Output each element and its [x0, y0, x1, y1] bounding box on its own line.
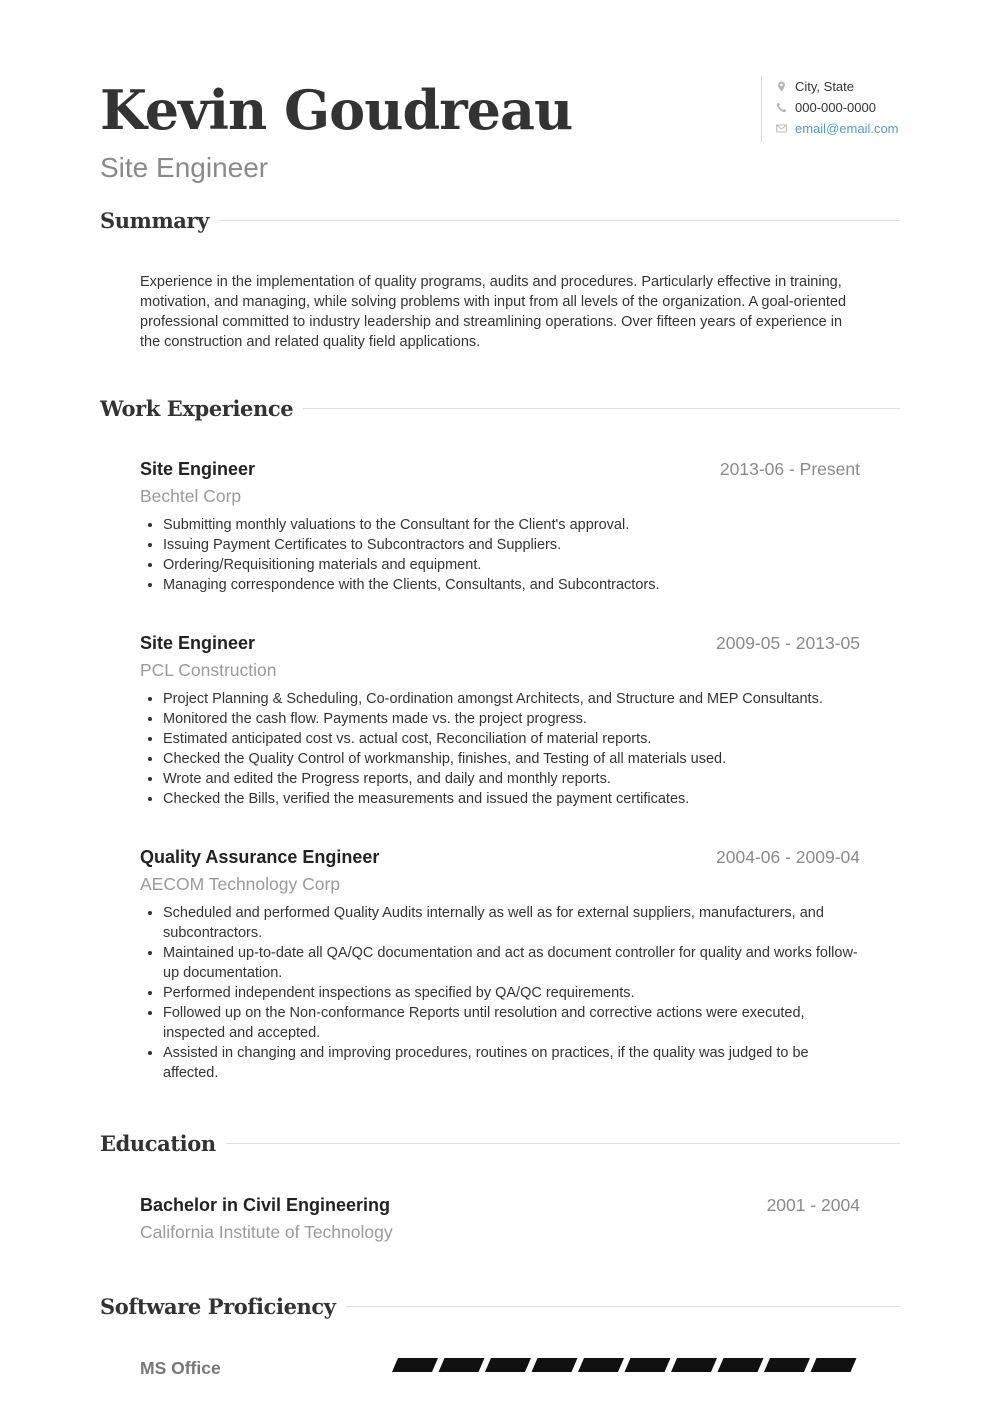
skill-level-bar [392, 1357, 862, 1373]
skill-level-segment [439, 1358, 485, 1372]
education-heading: Education [100, 1131, 216, 1156]
work-dates: 2013-06 - Present [719, 459, 860, 479]
work-entry [140, 633, 860, 809]
summary-heading: Summary [100, 208, 209, 233]
phone-icon [776, 102, 787, 113]
work-bullet: • Submitting monthly valuations to the Consultant for the Client's approval. [163, 515, 860, 535]
contact-block [761, 76, 926, 142]
skill-name: MS Office [140, 1358, 221, 1378]
work-dates: 2004-06 - 2009-04 [716, 847, 860, 867]
skill-level-segment [671, 1358, 717, 1372]
section-divider [219, 220, 900, 221]
education-section-header [100, 1131, 900, 1156]
summary-section-header [100, 208, 900, 233]
contact-phone [776, 97, 926, 118]
skill-level-segment [532, 1358, 578, 1372]
skill-level-segment [578, 1358, 624, 1372]
section-divider [346, 1306, 900, 1307]
education-degree: Bachelor in Civil Engineering [140, 1195, 391, 1215]
work-bullet: • Performed independent inspections as specified by QA/QC requirements. [163, 983, 860, 1003]
work-bullets [140, 515, 860, 595]
work-title: Site Engineer [140, 459, 256, 479]
work-bullets [140, 689, 860, 809]
work-bullet: • Estimated anticipated cost vs. actual cost, Reconciliation of material reports. [163, 729, 860, 749]
work-title: Quality Assurance Engineer [140, 847, 380, 867]
work-bullet: • Issuing Payment Certificates to Subcontractors and Suppliers. [163, 535, 860, 555]
work-bullet: • Ordering/Requisitioning materials and equipment. [163, 555, 860, 575]
work-company: PCL Construction [140, 660, 277, 680]
work-entry [140, 459, 860, 595]
work-bullet: • Managing correspondence with the Clients, Consultants, and Subcontractors. [163, 575, 860, 595]
work-bullet: • Wrote and edited the Progress reports, and daily and monthly reports. [163, 769, 860, 789]
work-bullets [140, 903, 860, 1083]
work-heading: Work Experience [100, 396, 294, 421]
education-school: California Institute of Technology [140, 1222, 393, 1242]
software-section-header [100, 1294, 900, 1319]
work-bullet: • Monitored the cash flow. Payments made vs. the project progress. [163, 709, 860, 729]
email-link[interactable]: email@email.com [795, 121, 899, 136]
envelope-icon [776, 123, 787, 134]
skill-level-segment [625, 1358, 671, 1372]
candidate-name: Kevin Goudreau [100, 78, 573, 142]
skill-level-segment [718, 1358, 764, 1372]
work-bullet: • Scheduled and performed Quality Audits internally as well as for external suppliers, manufacturers, and subcontractors. [163, 903, 860, 943]
work-bullet: • Assisted in changing and improving procedures, routines on practices, if the quality was judged to be affected. [163, 1043, 860, 1083]
work-bullet: • Checked the Bills, verified the measurements and issued the payment certificates. [163, 789, 860, 809]
work-bullet: • Followed up on the Non-conformance Reports until resolution and corrective actions were executed, inspected and accepted. [163, 1003, 860, 1043]
map-pin-icon [776, 81, 787, 92]
section-divider [226, 1143, 900, 1144]
skill-level-segment [764, 1358, 810, 1372]
work-bullet: • Checked the Quality Control of workmanship, finishes, and Testing of all materials used. [163, 749, 860, 769]
software-heading: Software Proficiency [100, 1294, 336, 1319]
contact-email[interactable] [776, 118, 926, 139]
job-title: Site Engineer [100, 152, 269, 183]
work-company: Bechtel Corp [140, 486, 242, 506]
summary-text: Experience in the implementation of quality programs, audits and procedures. Particularly effective in training, motivation, and managing, while solving problems with input from all levels of the organization. A goal-oriented professional committed to industry leadership and streamlining operations. Over fifteen years of experience in the construction and related quality field applications. [140, 274, 847, 350]
contact-location [776, 76, 926, 97]
section-divider [303, 408, 900, 409]
skill-level-segment [392, 1358, 438, 1372]
education-dates: 2001 - 2004 [766, 1195, 860, 1215]
work-company: AECOM Technology Corp [140, 874, 341, 894]
work-dates: 2009-05 - 2013-05 [716, 633, 860, 653]
education-entry [140, 1195, 860, 1243]
work-section-header [100, 396, 900, 421]
work-title: Site Engineer [140, 633, 256, 653]
skill-level-segment [811, 1358, 857, 1372]
work-bullet: • Project Planning & Scheduling, Co-ordination amongst Architects, and Structure and MEP Consultants. [163, 689, 860, 709]
location-text: City, State [795, 79, 855, 94]
skill-level-segment [485, 1358, 531, 1372]
phone-text: 000-000-0000 [795, 100, 876, 115]
work-bullet: • Maintained up-to-date all QA/QC documentation and act as document controller for quality and works follow-up documentation. [163, 943, 860, 983]
work-entry [140, 847, 860, 1083]
